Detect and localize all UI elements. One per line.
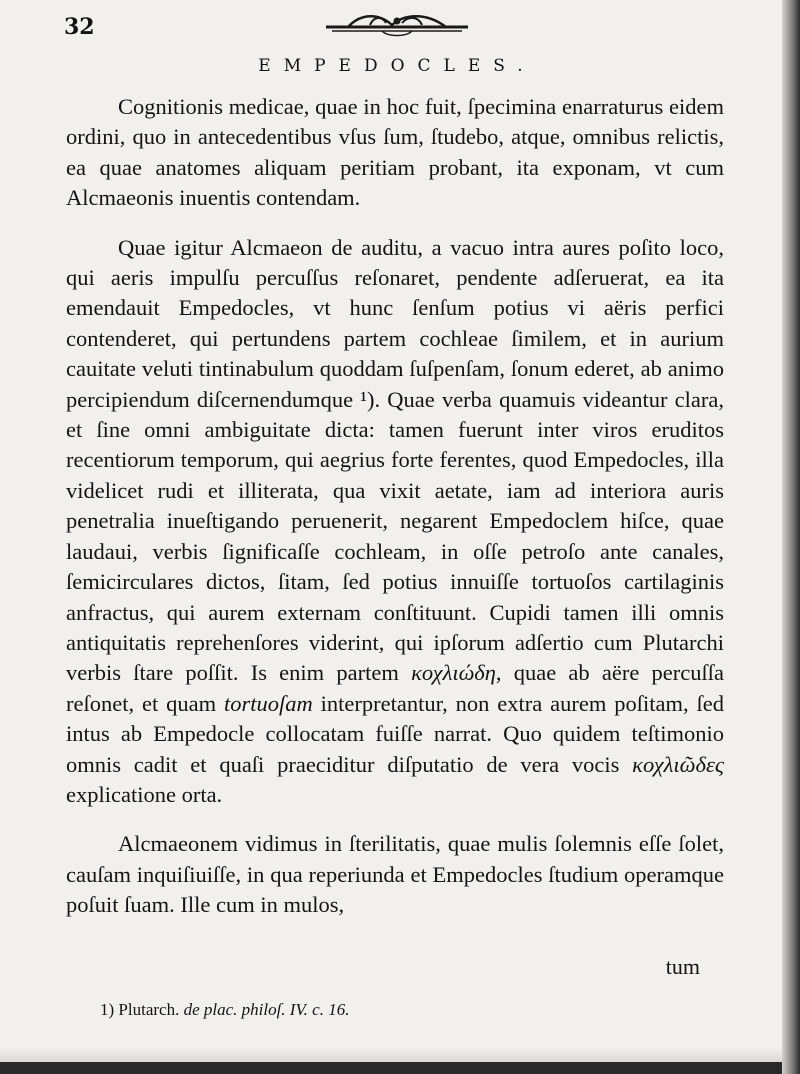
paragraph-text: interpretantur, non extra aurem poſitam, ſed intus ab Empedocle collocatam fuiſſe narrat. Quo quidem teſtimonio omnis cadit et quaſi praeciditur diſputatio de vera vocis [66,690,724,777]
book-gutter [782,0,800,1074]
italic-term: tortuoſam [223,690,313,716]
footnote-marker: 1) [100,1000,115,1019]
footnote-work: de plac. philoſ. IV. c. 16. [183,1000,350,1019]
paragraph-text: Cognitionis medicae, quae in hoc fuit, ſpecimina enarraturus eidem ordini, quo in antecedentibus vſus ſum, ſtudebo, atque, omnibus relictis, ea quae anatomes aliquam peritiam probant, ita exponam, vt cum Alcmaeonis inuentis contendam. [66,94,724,211]
paragraph-text: Alcmaeonem vidimus in ſterilitatis, quae mulis ſolemnis eſſe ſolet, cauſam inquiſiuiſſe, in qua reperiunda et Empedocles ſtudium operamque poſuit ſuam. Ille cum in mulos, [66,831,724,918]
body-text [66,92,724,940]
catchword: tum [665,954,700,979]
footnote-source: Plutarch. [118,1000,180,1019]
paragraph-cognitionis [66,92,724,214]
running-head: EMPEDOCLES. [258,56,536,76]
footnote [100,1000,349,1020]
paragraph-sterilitas [66,829,724,920]
paragraph-text: explicatione orta. [66,781,223,807]
paragraph-text: Quae igitur Alcmaeon de auditu, a vacuo intra aures poſito loco, qui aeris impulſu percuſſus reſonaret, pendente adſeruerat, ea ita emendauit Empedocles, vt hunc ſenſum potius vi aëris perfici contenderet, qui pertundens partem cochleae ſimilem, et in aurium cauitate veluti tintinabulum quoddam ſuſpenſam, ſonum ederet, ab animo percipiendum diſcernendumque ¹). Quae verba quamuis videantur clara, et ſine omni ambiguitate dicta: tamen fuerunt inter viros eruditos recentiorum temporum, qui aegrius forte ferentes, quod Empedocles, illa videlicet rudi et illiterata, qua vixit aetate, iam ad interiora auris penetralia inueſtigando peruenerit, negarent Empedoclem hiſce, quae laudaui, verbis ſignificaſſe cochleam, in oſſe petroſo ante canales, ſemicirculares dictos, ſitam, ſed potius innuiſſe tortuoſos cartilaginis anfractus, qui aurem externam conſtituunt. Cupidi tamen illi omnis antiquitatis reprehenſores viderint, qui ipſorum adſertio cum Plutarchi verbis ſtare poſſit. Is enim partem [66,234,724,686]
paragraph-text: , quae ab aëre percuſſa reſonet, et quam [66,660,724,716]
greek-term: κοχλιώδη [411,660,496,686]
greek-term: κοχλιῶδες [632,751,724,777]
page-number: 32 [64,14,95,40]
paragraph-alcmaeon-auditu [66,233,724,811]
ornament-icon [322,6,472,40]
